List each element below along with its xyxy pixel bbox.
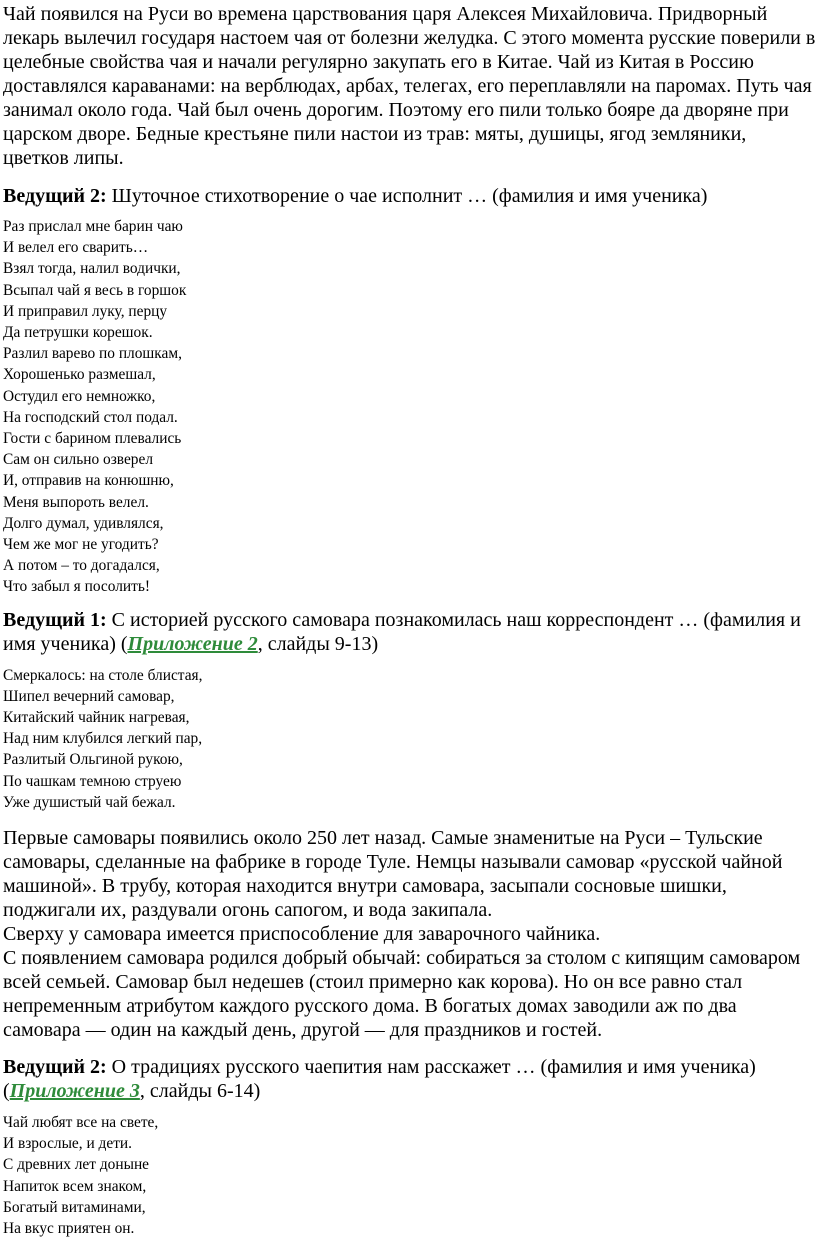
poem-line: Остудил его немножко, (3, 387, 156, 405)
poem-line: Разлитый Ольгиной рукою, (3, 751, 183, 769)
poem-tea-joke (3, 216, 816, 598)
speaker-text: Шуточное стихотворение о чае исполнит … (фамилия и имя ученика) (106, 185, 708, 207)
poem-line: И велел его сварить… (3, 239, 149, 257)
speaker-line-1 (3, 184, 816, 208)
poem-line: И приправил луку, перцу (3, 302, 168, 320)
samovar-paragraph: С появлением самовара родился добрый обычай: собираться за столом с кипящим самоваром всей семьей. Самовар был недешев (стоил примерно как корова). Но он все равно стал непременным атрибутом каждого русского дома. В богатых домах заводили аж по два самовара — один на каждый день, другой — для праздников и гостей. (3, 947, 801, 1042)
poem-line: Раз прислал мне барин чаю (3, 218, 183, 235)
speaker-line-2 (3, 608, 816, 656)
poem-line: А потом – то догадался, (3, 557, 160, 575)
poem-line: На господский стол подал. (3, 408, 178, 426)
samovar-section (3, 826, 816, 1042)
poem-line: Меня выпороть велел. (3, 493, 149, 511)
poem-line: Китайский чайник нагревая, (3, 709, 190, 727)
poem-line: Всыпал чай я весь в горшок (3, 281, 187, 299)
poem-line: Долго думал, удивлялся, (3, 514, 164, 532)
speaker-label: Ведущий 2: (3, 1056, 107, 1079)
speaker-text: О традициях русского чаепития нам расскажет … (фамилия и имя ученика) ( (3, 1056, 756, 1103)
poem-line: На вкус приятен он. (3, 1220, 135, 1238)
intro-paragraph: Чай появился на Руси во времена царствования царя Алексея Михайловича. Придворный лекарь вылечил государя настоем чая от болезни желудка. С этого момента русские поверили в целебные свойства чая и начали регулярно закупать его в Китае. Чай из Китая в Россию доставлялся караванами: на верблюдах, арбах, телегах, его переплавляли на паромах. Путь чая занимал около года. Чай был очень дорогим. Поэтому его пили только бояре да дворяне при царском дворе. Бедные крестьяне пили настои из трав: мяты, душицы, ягод земляники, цветков липы. (3, 3, 816, 169)
slides-text: , слайды 9-13) (257, 632, 379, 655)
poem-line: Взял тогда, налил водички, (3, 260, 181, 278)
speaker-text: С историей русского самовара познакомилась наш корреспондент … (фамилия и имя ученика) ( (3, 608, 801, 655)
appendix-2-link[interactable]: Приложение 2 (127, 632, 258, 655)
poem-line: Что забыл я посолить! (3, 578, 151, 596)
samovar-paragraph: Первые самовары появились около 250 лет назад. Самые знаменитые на Руси – Тульские самовары, сделанные на фабрике в городе Туле. Немцы называли самовар «русской чайной машиной». В трубу, которая находится внутри самовара, засыпали сосновые шишки, поджигали их, раздували огонь сапогом, и вода закипала. (3, 827, 783, 922)
poem-line: Разлил варево по плошкам, (3, 345, 182, 363)
poem-line: Да петрушки корешок. (3, 324, 153, 342)
poem-line: Уже душистый чай бежал. (3, 793, 176, 811)
speaker-line-3 (3, 1055, 816, 1103)
poem-line: Сам он сильно озверел (3, 451, 153, 469)
poem-line: Над ним клубился легкий пар, (3, 730, 203, 748)
poem-line: Шипел вечерний самовар, (3, 687, 175, 705)
poem-line: И, отправив на конюшню, (3, 472, 174, 490)
poem-line: Напиток всем знаком, (3, 1177, 147, 1195)
poem-line: По чашкам темною струею (3, 772, 182, 790)
poem-line: Чай любят все на свете, (3, 1114, 159, 1132)
poem-tea-love (3, 1112, 816, 1239)
speaker-label: Ведущий 2: (3, 185, 107, 207)
slides-text: , слайды 6-14) (139, 1080, 261, 1103)
poem-samovar (3, 665, 816, 813)
poem-line: И взрослые, и дети. (3, 1135, 133, 1153)
document-page (0, 2, 816, 1239)
poem-line: С древних лет доныне (3, 1156, 150, 1174)
poem-line: Смеркалось: на столе блистая, (3, 666, 203, 684)
poem-line: Гости с барином плевались (3, 430, 182, 448)
poem-line: Хорошенько размешал, (3, 366, 156, 384)
appendix-3-link[interactable]: Приложение 3 (9, 1080, 140, 1103)
poem-line: Чем же мог не угодить? (3, 536, 159, 554)
speaker-label: Ведущий 1: (3, 608, 107, 631)
samovar-paragraph: Сверху у самовара имеется приспособление для заварочного чайника. (3, 923, 601, 946)
poem-line: Богатый витаминами, (3, 1198, 146, 1216)
